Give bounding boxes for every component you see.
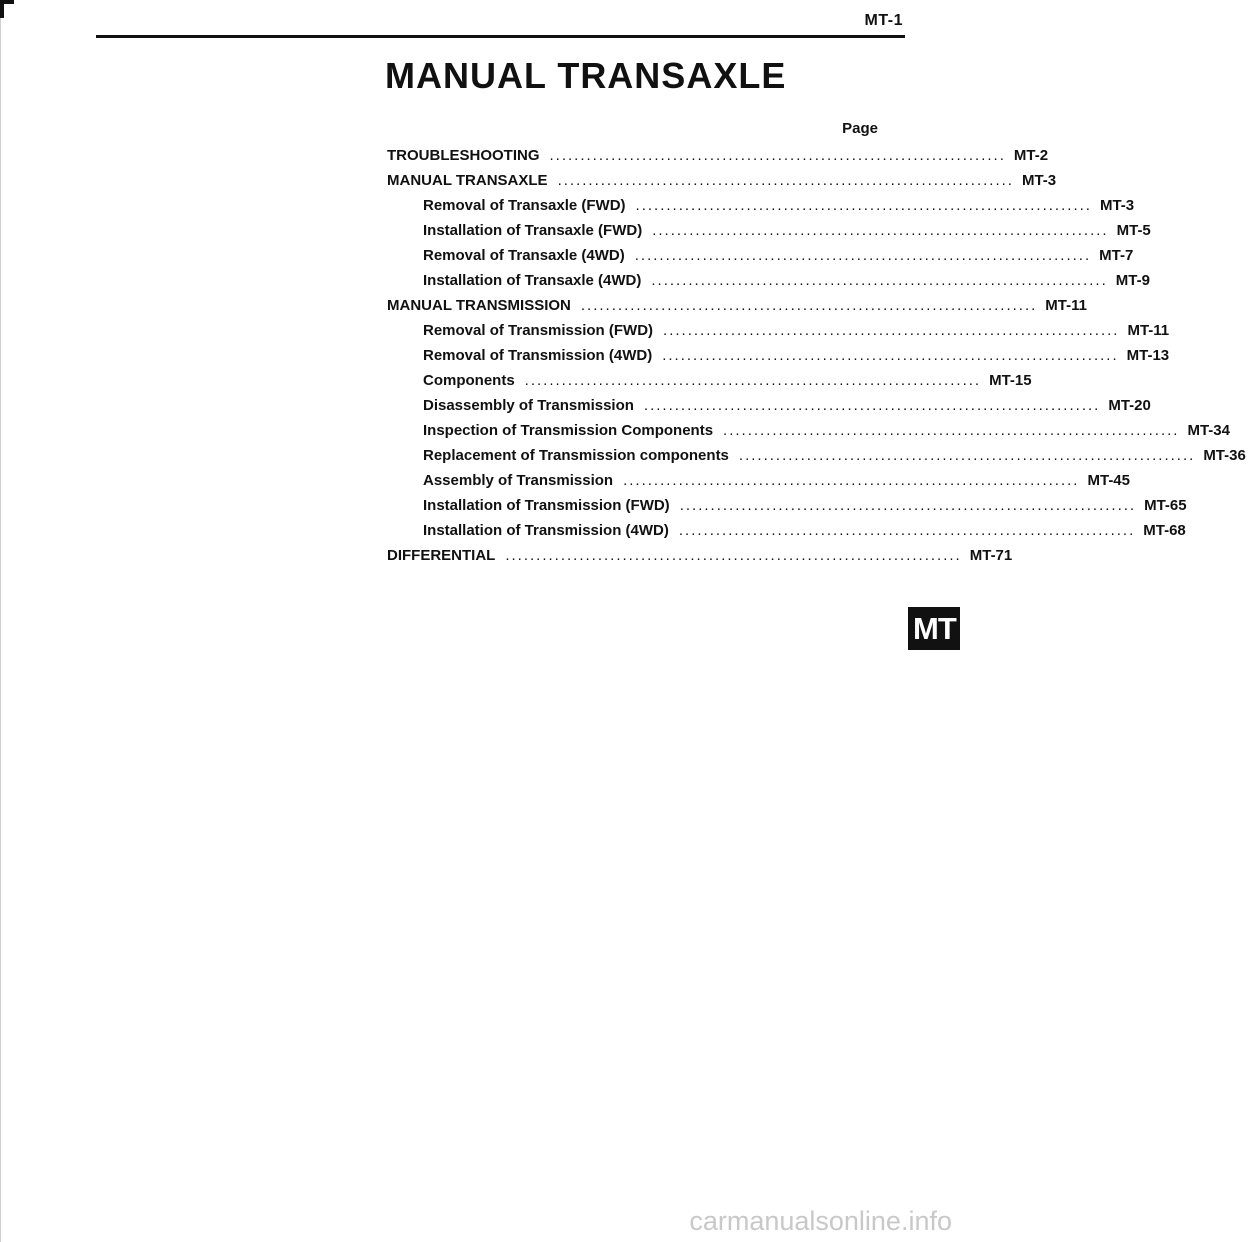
toc-entry[interactable]	[387, 418, 1230, 443]
toc-entry-page: MT-5	[1116, 222, 1151, 239]
toc-page-heading: Page	[842, 119, 878, 137]
toc-entry-label: Installation of Transmission (FWD)	[423, 497, 670, 514]
toc-entry-label: Removal of Transaxle (FWD)	[423, 197, 626, 214]
toc-entry-page: MT-71	[969, 547, 1013, 564]
page-code: MT-1	[864, 12, 903, 29]
toc-dot-leader: ..........................................................................	[651, 272, 1108, 289]
toc-dot-leader: ..........................................................................	[652, 222, 1109, 239]
toc-entry[interactable]	[387, 543, 1013, 568]
toc-dot-leader: ..........................................................................	[738, 447, 1196, 464]
toc-entry[interactable]	[387, 393, 1151, 418]
toc-entry-label: Disassembly of Transmission	[423, 397, 634, 414]
toc-entry[interactable]	[387, 368, 1032, 393]
toc-entry-page: MT-68	[1143, 522, 1186, 539]
toc-entry-label: Replacement of Transmission components	[423, 447, 729, 464]
toc-entry[interactable]	[387, 243, 1134, 268]
toc-entry[interactable]	[387, 193, 1135, 218]
toc-entry-label: DIFFERENTIAL	[387, 547, 496, 564]
toc-dot-leader: ..........................................................................	[662, 347, 1119, 364]
header-rule	[96, 35, 905, 38]
toc-entry[interactable]	[387, 143, 1049, 168]
toc-entry[interactable]	[387, 343, 1170, 368]
toc-entries	[387, 143, 1246, 568]
toc-dot-leader: ..........................................................................	[634, 247, 1092, 264]
toc-dot-leader: ..........................................................................	[505, 547, 962, 564]
toc-entry-label: Components	[423, 372, 515, 389]
toc-dot-leader: ..........................................................................	[643, 397, 1101, 414]
toc-entry-label: Removal of Transmission (4WD)	[423, 347, 653, 364]
toc-entry-page: MT-11	[1127, 322, 1170, 339]
page-left-edge	[0, 18, 1, 1242]
toc-entry-label: Inspection of Transmission Components	[423, 422, 714, 439]
toc-entry-label: Installation of Transmission (4WD)	[423, 522, 669, 539]
toc-entry-label: Assembly of Transmission	[423, 472, 614, 489]
toc-entry-label: TROUBLESHOOTING	[387, 147, 540, 164]
toc-entry-page: MT-34	[1187, 422, 1230, 439]
toc-entry-page: MT-9	[1115, 272, 1150, 289]
toc-entry-label: MANUAL TRANSMISSION	[387, 297, 571, 314]
toc-entry-page: MT-20	[1108, 397, 1151, 414]
toc-entry-page: MT-65	[1144, 497, 1187, 514]
toc-entry[interactable]	[387, 318, 1170, 343]
toc-entry[interactable]	[387, 468, 1130, 493]
toc-dot-leader: ..........................................................................	[580, 297, 1038, 314]
document-title: MANUAL TRANSAXLE	[385, 55, 787, 96]
toc-entry-page: MT-3	[1021, 172, 1057, 189]
toc-dot-leader: ..........................................................................	[549, 147, 1006, 164]
toc-entry-label: Removal of Transaxle (4WD)	[423, 247, 625, 264]
toc-dot-leader: ..........................................................................	[524, 372, 982, 389]
toc-entry-page: MT-11	[1045, 297, 1087, 314]
toc-entry[interactable]	[387, 168, 1057, 193]
toc-entry-label: MANUAL TRANSAXLE	[387, 172, 548, 189]
toc-entry-page: MT-7	[1099, 247, 1134, 264]
toc-entry-label: Installation of Transaxle (FWD)	[423, 222, 643, 239]
toc-entry-page: MT-3	[1099, 197, 1135, 214]
toc-dot-leader: ..........................................................................	[557, 172, 1014, 189]
toc-entry-page: MT-2	[1013, 147, 1049, 164]
toc-dot-leader: ..........................................................................	[679, 497, 1137, 514]
toc-entry-page: MT-13	[1126, 347, 1170, 364]
toc-entry[interactable]	[387, 518, 1186, 543]
toc-page-heading-row	[387, 113, 879, 143]
toc-entry[interactable]	[387, 268, 1150, 293]
toc-entry-label: Removal of Transmission (FWD)	[423, 322, 654, 339]
toc-dot-leader: ..........................................................................	[663, 322, 1120, 339]
toc-dot-leader: ..........................................................................	[635, 197, 1092, 214]
toc-entry[interactable]	[387, 293, 1087, 318]
toc-entry-page: MT-45	[1087, 472, 1130, 489]
toc-entry-label: Installation of Transaxle (4WD)	[423, 272, 642, 289]
corner-crop-mark	[0, 0, 14, 18]
toc-entry-page: MT-36	[1203, 447, 1246, 464]
section-tab-mt[interactable]: MT	[908, 607, 960, 650]
toc-entry[interactable]	[387, 493, 1187, 518]
toc-entry[interactable]	[387, 218, 1151, 243]
toc-entry-page: MT-15	[989, 372, 1032, 389]
watermark-text: carmanualsonline.info	[689, 1206, 952, 1236]
toc-dot-leader: ..........................................................................	[723, 422, 1180, 439]
table-of-contents	[387, 113, 1246, 568]
toc-entry[interactable]	[387, 443, 1246, 468]
toc-dot-leader: ..........................................................................	[678, 522, 1136, 539]
toc-dot-leader: ..........................................................................	[623, 472, 1080, 489]
